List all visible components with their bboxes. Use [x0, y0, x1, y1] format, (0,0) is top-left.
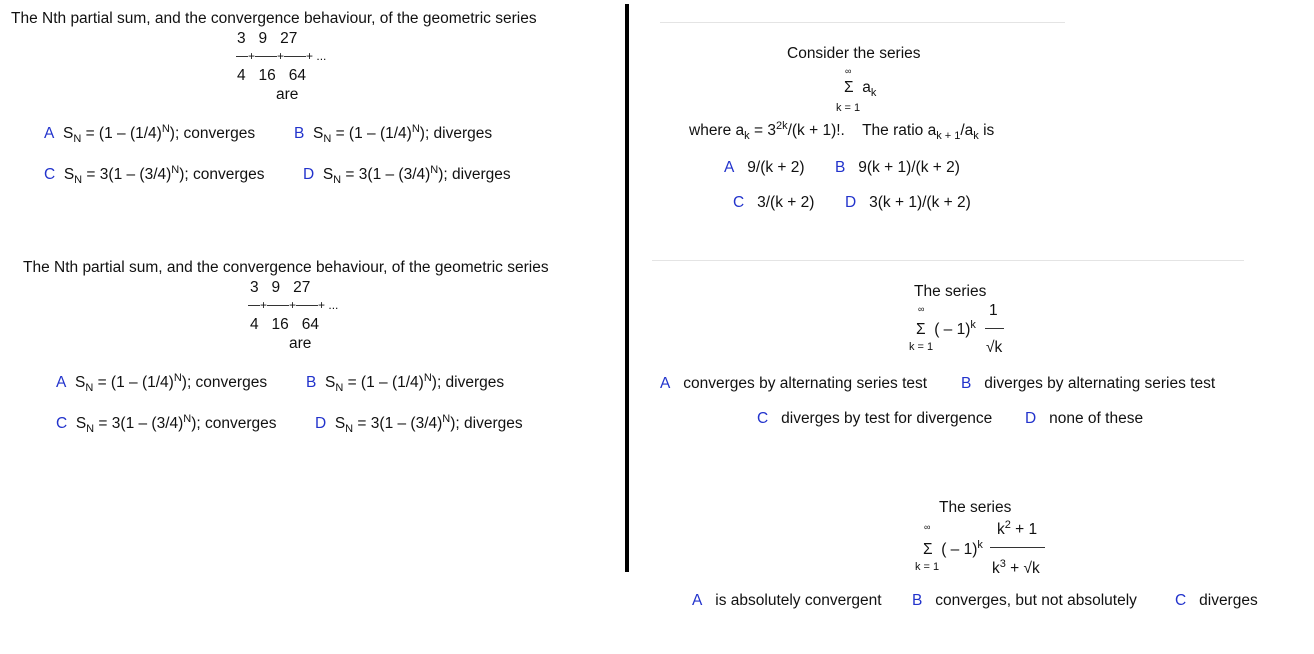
column-divider [625, 4, 629, 572]
option-a[interactable]: A $S_N = (1 - (1/4)^N)$; converges [56, 372, 268, 394]
fraction-denominator: √k [986, 339, 1003, 356]
sum-upper-limit: ∞ [918, 304, 925, 314]
fraction-bar [990, 547, 1045, 548]
series-denominators: 4 16 64 [250, 316, 319, 333]
sum-lower-limit: k = 1 [915, 561, 940, 573]
option-a[interactable]: A 9/(k + 2) [724, 159, 805, 176]
option-b[interactable]: B $S_N = (1 - (1/4)^N)$; diverges [294, 123, 493, 145]
sum-upper-limit: ∞ [845, 66, 852, 76]
question-title: The Nth partial sum, and the convergence behaviour, of the geometric series [23, 259, 549, 276]
series-numerators: 3 9 27 [250, 279, 311, 296]
fraction-numerator: 1 [989, 302, 998, 319]
sum-term: Σ ( – 1)$^k$ [923, 539, 983, 558]
sum-upper-limit: ∞ [924, 522, 931, 532]
sum-symbol: Σ $a_k$ [844, 79, 877, 99]
question-title: The series [939, 499, 1012, 516]
fraction-numerator: $k^2 + 1$ [997, 519, 1038, 538]
option-a[interactable]: A converges by alternating series test [660, 375, 928, 392]
option-d[interactable]: D 3(k + 1)/(k + 2) [845, 194, 971, 211]
fraction-bar [985, 328, 1004, 329]
option-a[interactable]: A $S_N = (1 - (1/4)^N)$; converges [44, 123, 256, 145]
sum-lower-limit: k = 1 [909, 341, 934, 353]
option-a[interactable]: A is absolutely convergent [692, 592, 882, 609]
option-c[interactable]: C diverges by test for divergence [757, 410, 993, 427]
separator-line [652, 260, 1244, 261]
option-c[interactable]: C $S_N = 3(1 - (3/4)^N)$; converges [56, 413, 277, 435]
sum-term: Σ ( – 1)$^k$ [916, 319, 976, 338]
sum-lower-limit: k = 1 [836, 102, 861, 114]
option-d[interactable]: D $S_N = 3(1 - (3/4)^N)$; diverges [315, 413, 523, 435]
option-b[interactable]: B diverges by alternating series test [961, 375, 1216, 392]
separator-line [660, 22, 1065, 23]
option-c[interactable]: C diverges [1175, 592, 1258, 609]
option-b[interactable]: B $S_N = (1 - (1/4)^N)$; diverges [306, 372, 505, 394]
series-denominators: 4 16 64 [237, 67, 306, 84]
series-tail: are [276, 86, 299, 103]
series-tail: are [289, 335, 312, 352]
option-d[interactable]: D none of these [1025, 410, 1144, 427]
option-c[interactable]: C $S_N = 3(1 - (3/4)^N)$; converges [44, 164, 265, 186]
option-b[interactable]: B converges, but not absolutely [912, 592, 1137, 609]
series-fraction-bars: + + + ... [236, 49, 326, 63]
option-c[interactable]: C 3/(k + 2) [733, 194, 815, 211]
question-title: The Nth partial sum, and the convergence behaviour, of the geometric series [11, 10, 537, 27]
series-definition: where $a_k = 3^{2k}/(k + 1)$!. The ratio $a_{k + 1}/a_k$ is [689, 120, 995, 142]
question-title: The series [914, 283, 987, 300]
series-numerators: 3 9 27 [237, 30, 298, 47]
question-title: Consider the series [787, 45, 921, 62]
option-d[interactable]: D $S_N = 3(1 - (3/4)^N)$; diverges [303, 164, 511, 186]
series-fraction-bars: + + + ... [248, 298, 338, 312]
option-b[interactable]: B 9(k + 1)/(k + 2) [835, 159, 960, 176]
fraction-denominator: $k^3 + √k$ [992, 558, 1040, 577]
